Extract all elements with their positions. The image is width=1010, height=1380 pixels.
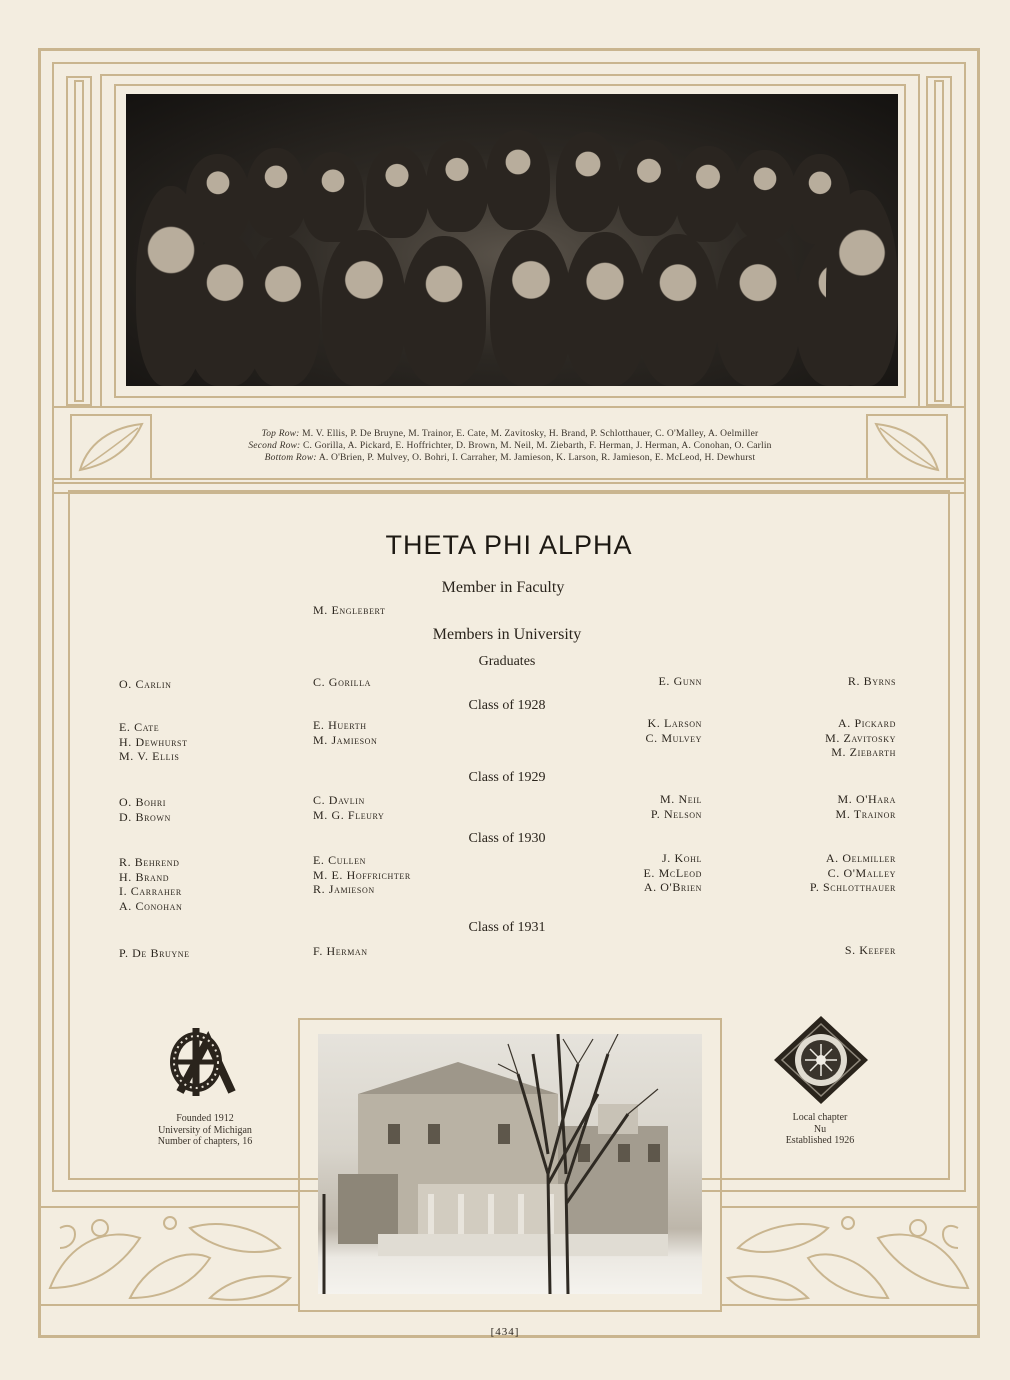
member-name: O. Bohri	[119, 795, 167, 809]
chapter-name: Nu	[813, 1123, 827, 1135]
graduates-col2	[313, 675, 371, 690]
member-name: S. Keefer	[844, 943, 896, 957]
class-1928-col4	[740, 716, 896, 760]
class-1929-col4	[740, 792, 896, 821]
class-1931-col1	[119, 946, 190, 961]
class-1931-col4	[740, 943, 896, 958]
founding-info	[110, 1113, 300, 1148]
class-1931-col2	[313, 944, 368, 959]
member-name: C. Davlin	[313, 793, 365, 807]
member-name: P. De Bruyne	[119, 946, 190, 960]
class-1928-col3	[560, 716, 702, 745]
member-name: H. Dewhurst	[119, 734, 188, 749]
caption-top-row: Top Row: M. V. Ellis, P. De Bruyne, M. Trainor, E. Cate, M. Zavitosky, H. Brand, P. Schlotthauer, C. O'Malley, A. Oelmiller	[261, 429, 759, 439]
founding-school: University of Michigan	[158, 1124, 252, 1136]
graduates-col3	[560, 674, 702, 689]
chapter-count: Number of chapters, 16	[157, 1136, 253, 1147]
member-name: P. Schlotthauer	[809, 880, 896, 894]
theta-phi-alpha-crest-icon	[160, 1022, 240, 1098]
group-photo	[126, 94, 898, 386]
class-1930-col1	[119, 855, 182, 913]
member-name: R. Behrend	[119, 855, 180, 869]
member-name: A. O'Brien	[643, 880, 702, 894]
right-bar-inner	[934, 80, 944, 402]
class-1929-col1	[119, 795, 171, 824]
member-name: D. Brown	[119, 809, 171, 824]
member-name: O. Carlin	[119, 677, 172, 691]
leaf-ornament-left	[70, 414, 152, 480]
group-label-graduates: Graduates	[478, 654, 536, 669]
member-name: E. Huerth	[313, 718, 367, 732]
class-1930-col2	[313, 853, 411, 897]
member-name: E. Cullen	[313, 853, 366, 867]
photo-caption	[160, 428, 860, 464]
graduates-col1	[119, 677, 172, 692]
group-label-1928: Class of 1928	[468, 698, 546, 713]
page-number: [434]	[490, 1326, 520, 1338]
member-name: E. Cate	[119, 720, 160, 734]
class-1929-col2	[313, 793, 384, 822]
member-name: H. Brand	[119, 869, 170, 884]
member-name: C. O'Malley	[827, 865, 896, 880]
member-name: J. Kohl	[662, 851, 702, 865]
member-name: C. Gorilla	[313, 675, 371, 689]
class-1928-col1	[119, 720, 188, 764]
member-name: M. Trainor	[835, 806, 896, 821]
page-title: THETA PHI ALPHA	[385, 530, 633, 560]
member-name: A. Oelmiller	[825, 851, 896, 865]
left-bar-inner	[74, 80, 84, 402]
member-name: E. Gunn	[658, 674, 702, 688]
member-name: M. V. Ellis	[119, 749, 180, 763]
group-label-1930: Class of 1930	[468, 831, 546, 846]
class-1930-col4	[740, 851, 896, 895]
member-name: R. Jamieson	[313, 882, 375, 896]
faculty-heading: Member in Faculty	[441, 579, 565, 596]
faculty-member: M. Englebert	[313, 603, 386, 617]
member-name: M. Jamieson	[313, 732, 378, 747]
class-1928-col2	[313, 718, 377, 747]
class-1929-col3	[560, 792, 702, 821]
local-chapter-info	[740, 1112, 900, 1147]
caption-second-row: Second Row: C. Gorilla, A. Pickard, E. Hoffrichter, D. Brown, M. Neil, M. Ziebarth, F. Herman, J. Herman, A. Conohan, O. Carlin	[248, 441, 772, 451]
member-name: M. O'Hara	[837, 792, 896, 806]
university-heading: Members in University	[432, 626, 582, 643]
group-label-1929: Class of 1929	[468, 770, 546, 785]
member-name: I. Carraher	[119, 884, 182, 898]
founding-year: Founded 1912	[176, 1113, 234, 1124]
established-year: Established 1926	[785, 1135, 855, 1146]
fraternity-pin-icon	[772, 1014, 870, 1106]
graduates-col4	[740, 674, 896, 689]
member-name: E. McLeod	[643, 865, 702, 880]
member-name: C. Mulvey	[645, 730, 702, 745]
member-name: R. Byrns	[847, 674, 896, 688]
member-name: M. Zavitosky	[825, 730, 896, 745]
member-name: M. Neil	[660, 792, 702, 806]
member-name: A. Pickard	[837, 716, 896, 730]
caption-bottom-row: Bottom Row: A. O'Brien, P. Mulvey, O. Bohri, I. Carraher, M. Jamieson, K. Larson, R. Jamieson, E. McLeod, H. Dewhurst	[264, 453, 756, 463]
foliage-panel-left	[38, 1206, 300, 1306]
group-label-1931: Class of 1931	[468, 920, 546, 935]
local-chapter-label: Local chapter	[792, 1112, 848, 1123]
class-1930-col3	[560, 851, 702, 895]
member-name: M. Ziebarth	[831, 745, 896, 759]
member-name: F. Herman	[313, 944, 368, 958]
member-name: P. Nelson	[650, 806, 702, 821]
member-name: A. Conohan	[119, 898, 183, 913]
member-name: M. G. Fleury	[313, 807, 385, 822]
foliage-panel-right	[720, 1206, 980, 1306]
member-name: M. E. Hoffrichter	[313, 867, 411, 882]
chapter-house-photo	[318, 1034, 702, 1294]
leaf-ornament-right	[866, 414, 948, 480]
member-name: K. Larson	[647, 716, 702, 730]
